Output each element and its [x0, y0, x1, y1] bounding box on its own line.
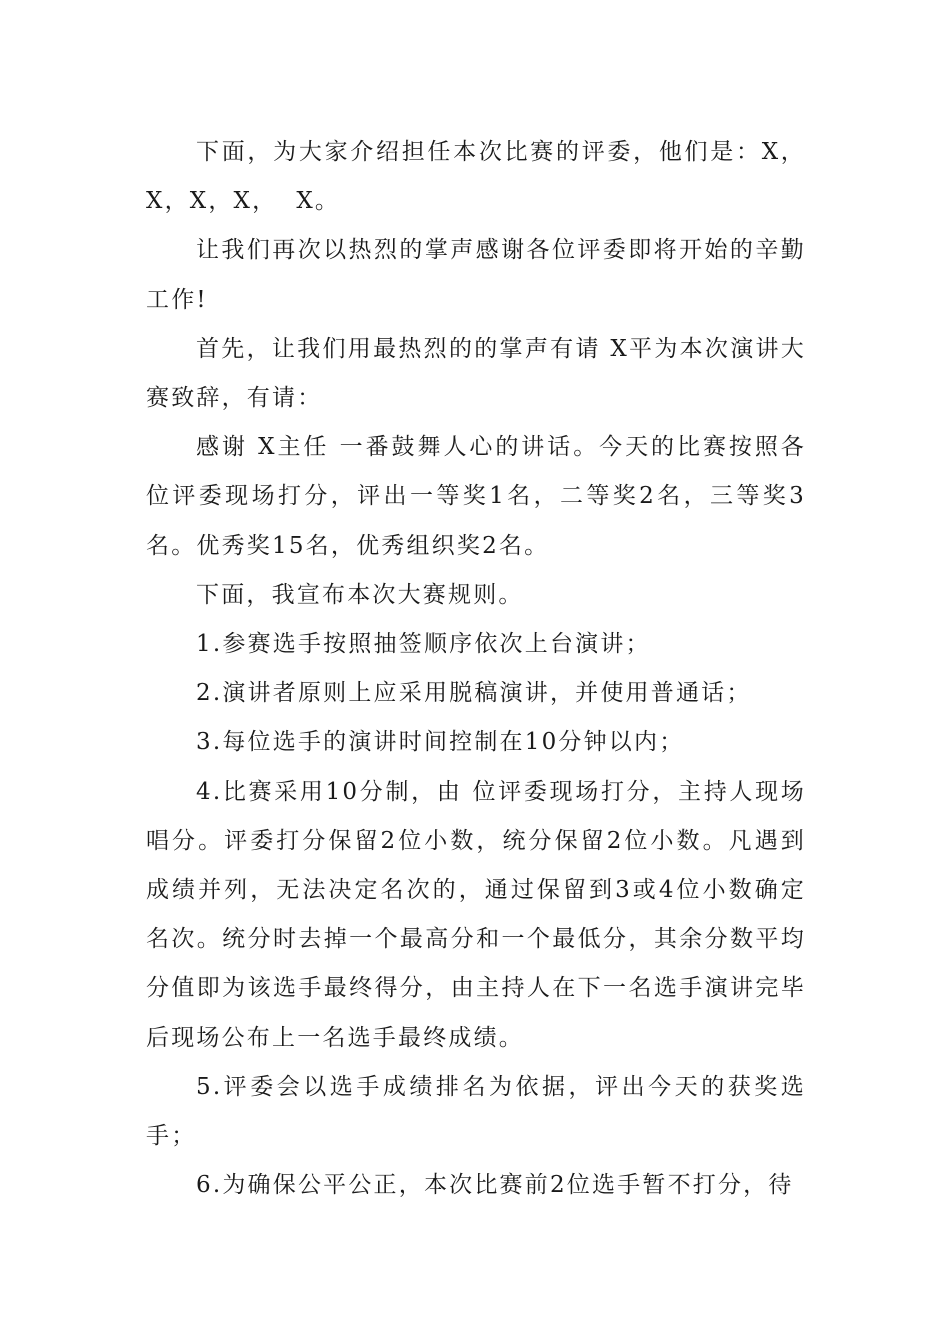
paragraph-judges-intro: 下面，为大家介绍担任本次比赛的评委，他们是：X，X，X，X， X。	[146, 139, 806, 215]
rule-item-2: 2.演讲者原则上应采用脱稿演讲，并使用普通话；	[196, 680, 752, 707]
paragraph-invite-speech: 首先，让我们用最热烈的的掌声有请 X平为本次演讲大赛致辞，有请：	[146, 335, 806, 412]
rule-item-6: 6.为确保公平公正，本次比赛前2位选手暂不打分，待	[196, 1172, 794, 1199]
rule-item-4: 4.比赛采用10分制，由 位评委现场打分，主持人现场唱分。评委打分保留2位小数，统分保留2位小数。凡遇到成绩并列，无法决定名次的，通过保留到3或4位小数确定名次。统分时去掉一个最高分和一个最低分，其余分数平均分值即为该选手最终得分，由主持人在下一名选手演讲完毕后现场公布上一名选手最终成绩。	[146, 778, 806, 1051]
document-body	[146, 128, 806, 1210]
paragraph-awards: 感谢 X主任 一番鼓舞人心的讲话。今天的比赛按照各位评委现场打分，评出一等奖1名，二等奖2名，三等奖3名。优秀奖15名，优秀组织奖2名。	[146, 434, 806, 559]
rule-item-5: 5.评委会以选手成绩排名为依据，评出今天的获奖选手；	[146, 1073, 806, 1150]
rule-item-3: 3.每位选手的演讲时间控制在10分钟以内；	[196, 729, 685, 756]
paragraph-rules-intro: 下面，我宣布本次大赛规则。	[196, 581, 524, 608]
paragraph-thanks-judges: 让我们再次以热烈的掌声感谢各位评委即将开始的辛勤工作!	[146, 237, 806, 313]
rule-item-1: 1.参赛选手按照抽签顺序依次上台演讲；	[196, 631, 651, 658]
